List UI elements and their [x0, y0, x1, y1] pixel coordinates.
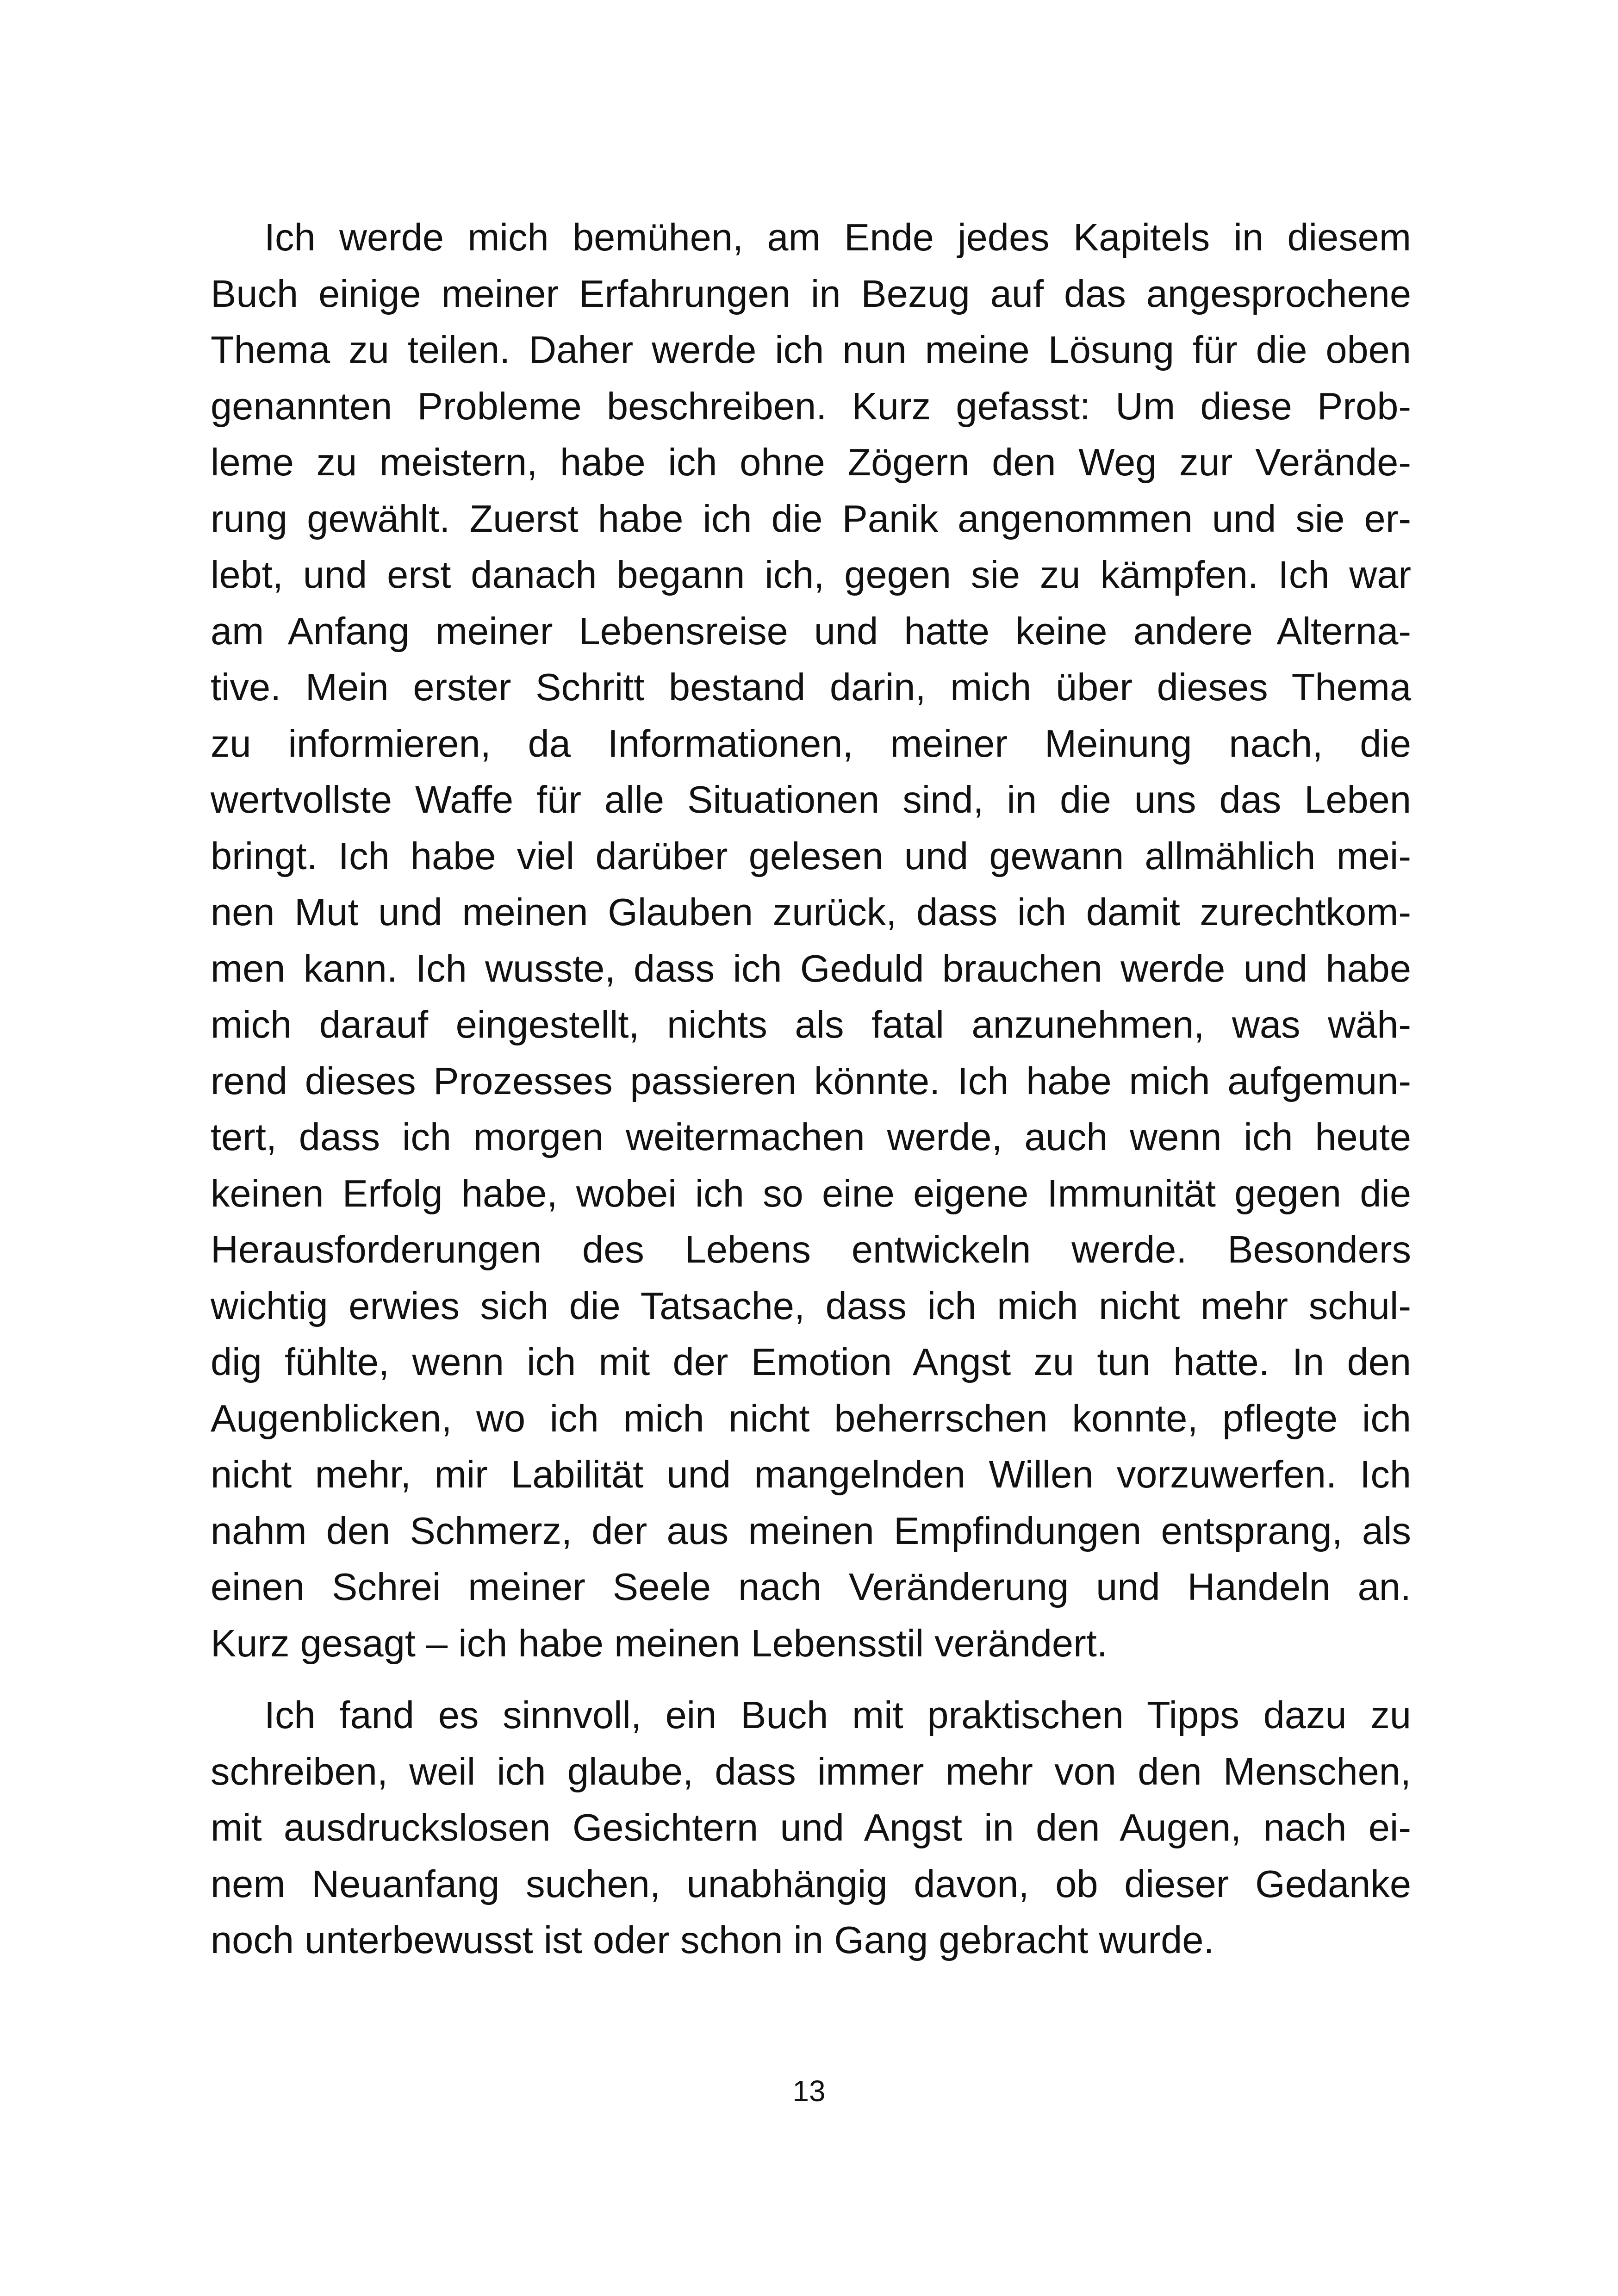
text-line: tive. Mein erster Schritt bestand darin, mich über dieses Thema — [211, 666, 1411, 709]
text-line: rend dieses Prozesses passieren könnte. Ich habe mich aufgemun- — [211, 1059, 1411, 1102]
text-line: rung gewählt. Zuerst habe ich die Panik angenommen und sie er- — [211, 497, 1411, 540]
text-line: mich darauf eingestellt, nichts als fatal anzunehmen, was wäh- — [211, 1003, 1411, 1046]
text-line: einen Schrei meiner Seele nach Veränderung und Handeln an. — [211, 1565, 1411, 1608]
text-line: tert, dass ich morgen weitermachen werde, auch wenn ich heute — [211, 1115, 1411, 1158]
text-line: zu informieren, da Informationen, meiner Meinung nach, die — [211, 722, 1411, 765]
text-line: lebt, und erst danach begann ich, gegen sie zu kämpfen. Ich war — [211, 553, 1411, 596]
text-line: schreiben, weil ich glaube, dass immer mehr von den Menschen, — [211, 1749, 1411, 1793]
text-line: nem Neuanfang suchen, unabhängig davon, ob dieser Gedanke — [211, 1862, 1411, 1905]
text-line: nicht mehr, mir Labilität und mangelnden Willen vorzuwerfen. Ich — [211, 1453, 1411, 1496]
text-line: Ich fand es sinnvoll, ein Buch mit praktischen Tipps dazu zu — [264, 1693, 1411, 1736]
text-line: nahm den Schmerz, der aus meinen Empfindungen entsprang, als — [211, 1509, 1411, 1552]
paragraph-2 — [211, 1687, 1411, 1968]
paragraph-spacer — [211, 1671, 1411, 1687]
text-line: Thema zu teilen. Daher werde ich nun meine Lösung für die oben — [211, 328, 1411, 371]
text-line: mit ausdruckslosen Gesichtern und Angst in den Augen, nach ei- — [211, 1806, 1411, 1849]
text-line: noch unterbewusst ist oder schon in Gang gebracht wurde. — [211, 1918, 1214, 1961]
text-line: Kurz gesagt – ich habe meinen Lebensstil verändert. — [211, 1621, 1108, 1665]
text-line: Augenblicken, wo ich mich nicht beherrschen konnte, pflegte ich — [211, 1396, 1411, 1440]
text-line: men kann. Ich wusste, dass ich Geduld brauchen werde und habe — [211, 946, 1411, 990]
text-line: dig fühlte, wenn ich mit der Emotion Angst zu tun hatte. In den — [211, 1340, 1411, 1383]
text-line: bringt. Ich habe viel darüber gelesen und gewann allmählich mei- — [211, 834, 1411, 877]
text-line: wertvollste Waffe für alle Situationen sind, in die uns das Leben — [211, 778, 1411, 821]
text-line: keinen Erfolg habe, wobei ich so eine eigene Immunität gegen die — [211, 1171, 1411, 1215]
text-line: wichtig erwies sich die Tatsache, dass ich mich nicht mehr schul- — [211, 1284, 1411, 1327]
text-line: leme zu meistern, habe ich ohne Zögern den Weg zur Verände- — [211, 441, 1411, 484]
page-number: 13 — [792, 2074, 826, 2108]
text-line: am Anfang meiner Lebensreise und hatte keine andere Alterna- — [211, 609, 1411, 653]
text-line: Herausforderungen des Lebens entwickeln werde. Besonders — [211, 1228, 1411, 1271]
text-line: Buch einige meiner Erfahrungen in Bezug auf das angesprochene — [211, 272, 1411, 315]
body-text — [211, 209, 1411, 1968]
text-line: Ich werde mich bemühen, am Ende jedes Kapitels in diesem — [264, 216, 1411, 259]
text-line: nen Mut und meinen Glauben zurück, dass ich damit zurechtkom- — [211, 890, 1411, 933]
paragraph-1 — [211, 209, 1411, 1671]
text-line: genannten Probleme beschreiben. Kurz gefasst: Um diese Prob- — [211, 384, 1411, 428]
